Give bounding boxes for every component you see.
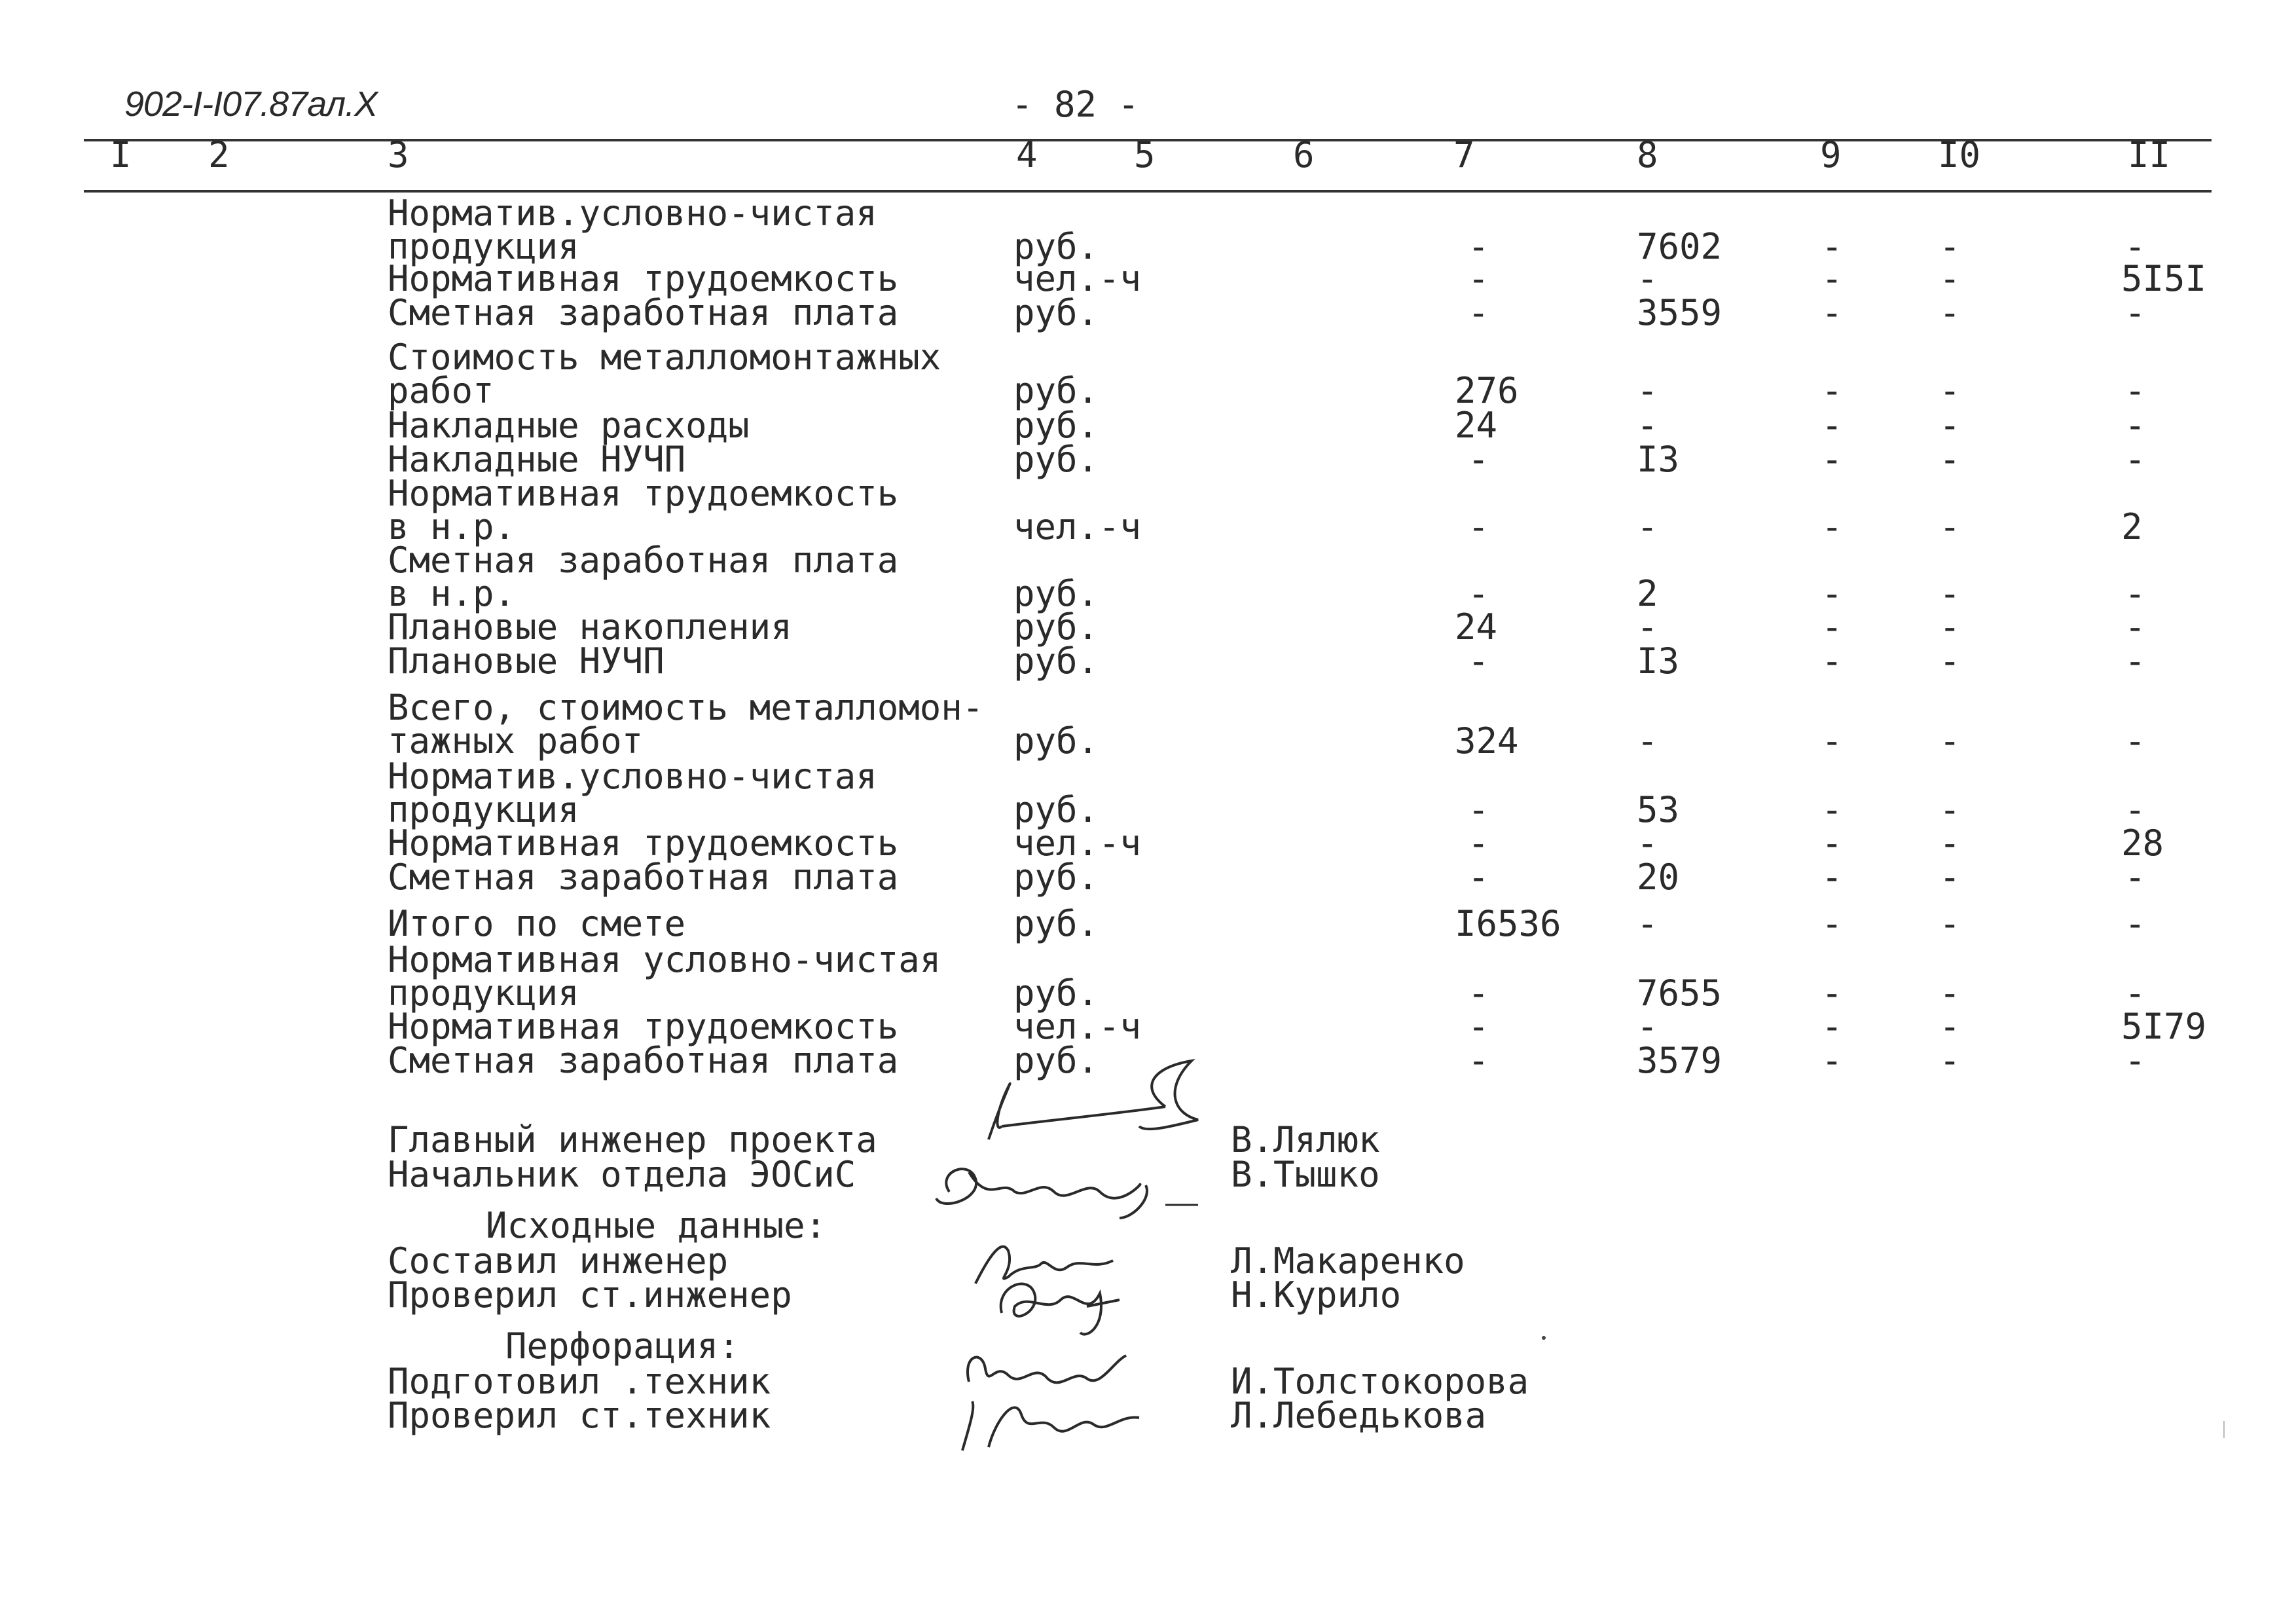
- row-label: в н.р.: [388, 506, 516, 547]
- row-col10: -: [1939, 292, 1961, 333]
- signature-name: В.Тышко: [1231, 1154, 1380, 1195]
- row-label: Сметная заработная плата: [388, 540, 899, 581]
- row-unit: руб.: [1013, 370, 1099, 411]
- row-col11: -: [2124, 789, 2146, 830]
- row-label: Сметная заработная плата: [388, 857, 899, 898]
- row-col7: 276: [1455, 370, 1519, 411]
- row-col9: -: [1821, 903, 1843, 944]
- row-unit: руб.: [1013, 606, 1099, 648]
- row-col7: -: [1468, 258, 1489, 299]
- row-col11: -: [2124, 972, 2146, 1014]
- row-label: Накладные расходы: [388, 405, 750, 446]
- column-number: 6: [1293, 134, 1315, 175]
- row-col8: -: [1637, 506, 1658, 547]
- signature-tyshko: [930, 1153, 1205, 1225]
- row-col9: -: [1821, 370, 1843, 411]
- row-col7: -: [1468, 1040, 1489, 1081]
- row-col10: -: [1939, 1040, 1961, 1081]
- row-col9: -: [1821, 405, 1843, 446]
- row-unit: чел.-ч: [1013, 822, 1142, 864]
- row-col10: -: [1939, 573, 1961, 614]
- row-col7: -: [1468, 857, 1489, 898]
- column-number: 4: [1016, 134, 1038, 175]
- row-col9: -: [1821, 1040, 1843, 1081]
- row-label: Нормативная условно-чистая: [388, 939, 941, 980]
- row-col7: 24: [1455, 606, 1498, 648]
- row-col8: 2: [1637, 573, 1658, 614]
- row-col11: -: [2124, 720, 2146, 762]
- signature-name: Л.Лебедькова: [1231, 1395, 1487, 1436]
- row-col9: -: [1821, 573, 1843, 614]
- row-col10: -: [1939, 903, 1961, 944]
- stray-mark: [1542, 1336, 1546, 1340]
- row-label: Итого по смете: [388, 903, 686, 944]
- edge-mark: [2223, 1421, 2225, 1438]
- row-col8: 3559: [1637, 292, 1722, 333]
- row-col7: -: [1468, 640, 1489, 682]
- row-col7: 24: [1455, 405, 1498, 446]
- row-col10: -: [1939, 439, 1961, 480]
- row-col11: -: [2124, 1040, 2146, 1081]
- signature-role: Проверил ст.инженер: [388, 1274, 792, 1316]
- row-col7: -: [1468, 573, 1489, 614]
- row-label: Нормативная трудоемкость: [388, 822, 899, 864]
- column-number: 7: [1453, 134, 1475, 175]
- row-unit: руб.: [1013, 292, 1099, 333]
- column-number: 5: [1134, 134, 1156, 175]
- row-unit: руб.: [1013, 640, 1099, 682]
- row-label: Плановые накопления: [388, 606, 792, 648]
- row-col8: 7602: [1637, 226, 1722, 267]
- row-col11: 5I5I: [2121, 258, 2207, 299]
- row-label: Норматив.условно-чистая: [388, 193, 877, 234]
- row-col10: -: [1939, 857, 1961, 898]
- row-col9: -: [1821, 720, 1843, 762]
- row-col10: -: [1939, 720, 1961, 762]
- row-col9: -: [1821, 226, 1843, 267]
- row-col7: -: [1468, 789, 1489, 830]
- row-col9: -: [1821, 292, 1843, 333]
- row-col10: -: [1939, 370, 1961, 411]
- row-col11: -: [2124, 573, 2146, 614]
- row-col9: -: [1821, 972, 1843, 1014]
- row-unit: руб.: [1013, 720, 1099, 762]
- row-col9: -: [1821, 1006, 1843, 1047]
- row-col11: -: [2124, 226, 2146, 267]
- row-col11: -: [2124, 370, 2146, 411]
- row-col9: -: [1821, 640, 1843, 682]
- row-col8: -: [1637, 606, 1658, 648]
- row-col10: -: [1939, 822, 1961, 864]
- row-col9: -: [1821, 439, 1843, 480]
- row-col11: -: [2124, 439, 2146, 480]
- row-unit: руб.: [1013, 439, 1099, 480]
- signature-lebedkova: [943, 1388, 1152, 1454]
- row-unit: руб.: [1013, 972, 1099, 1014]
- row-unit: руб.: [1013, 903, 1099, 944]
- row-col8: -: [1637, 720, 1658, 762]
- row-col11: -: [2124, 857, 2146, 898]
- row-col7: -: [1468, 292, 1489, 333]
- signature-role: Составил инженер: [388, 1240, 729, 1282]
- row-label: продукция: [388, 972, 579, 1014]
- row-col9: -: [1821, 822, 1843, 864]
- row-col10: -: [1939, 226, 1961, 267]
- row-col10: -: [1939, 405, 1961, 446]
- row-col7: -: [1468, 1006, 1489, 1047]
- row-col11: -: [2124, 640, 2146, 682]
- row-col10: -: [1939, 258, 1961, 299]
- row-unit: руб.: [1013, 226, 1099, 267]
- signature-role: Подготовил .техник: [388, 1361, 771, 1402]
- signature-role: Проверил ст.техник: [388, 1395, 771, 1436]
- row-col8: -: [1637, 822, 1658, 864]
- row-col11: 5I79: [2121, 1006, 2207, 1047]
- column-number: I0: [1938, 134, 1981, 175]
- row-col9: -: [1821, 606, 1843, 648]
- row-label: Плановые НУЧП: [388, 640, 665, 682]
- row-col8: 20: [1637, 857, 1680, 898]
- row-unit: чел.-ч: [1013, 258, 1142, 299]
- row-label: продукция: [388, 226, 579, 267]
- row-unit: руб.: [1013, 405, 1099, 446]
- row-label: продукция: [388, 789, 579, 830]
- row-label: Всего, стоимость металломон-: [388, 687, 984, 728]
- signature-lyalyuk: [975, 1061, 1211, 1153]
- row-col11: 28: [2121, 822, 2164, 864]
- row-col7: -: [1468, 822, 1489, 864]
- row-label: Накладные НУЧП: [388, 439, 686, 480]
- document-code: 902-I-I07.87ал.X: [124, 84, 378, 124]
- row-col11: -: [2124, 292, 2146, 333]
- row-label: Нормативная трудоемкость: [388, 473, 899, 514]
- signature-name: И.Толстокорова: [1231, 1361, 1529, 1402]
- column-number: 2: [208, 134, 230, 175]
- signature-name: В.Лялюк: [1231, 1119, 1380, 1160]
- row-col9: -: [1821, 258, 1843, 299]
- row-col8: -: [1637, 405, 1658, 446]
- signature-heading: Исходные данные:: [486, 1205, 827, 1246]
- row-col7: -: [1468, 506, 1489, 547]
- row-label: Сметная заработная плата: [388, 1040, 899, 1081]
- row-col8: 7655: [1637, 972, 1722, 1014]
- row-col10: -: [1939, 972, 1961, 1014]
- signature-name: Н.Курило: [1231, 1274, 1402, 1316]
- row-label: в н.р.: [388, 573, 516, 614]
- row-col8: -: [1637, 903, 1658, 944]
- column-number: 8: [1637, 134, 1658, 175]
- row-label: Нормативная трудоемкость: [388, 258, 899, 299]
- row-col7: -: [1468, 226, 1489, 267]
- row-label: Сметная заработная плата: [388, 292, 899, 333]
- row-col8: I3: [1637, 439, 1680, 480]
- signature-kurilo: [989, 1267, 1133, 1346]
- row-col11: -: [2124, 903, 2146, 944]
- column-number: II: [2128, 134, 2171, 175]
- row-col7: -: [1468, 972, 1489, 1014]
- signature-role: Главный инженер проекта: [388, 1119, 877, 1160]
- column-number: 9: [1820, 134, 1842, 175]
- row-col7: -: [1468, 439, 1489, 480]
- row-col8: 53: [1637, 789, 1680, 830]
- row-col10: -: [1939, 506, 1961, 547]
- row-label: Норматив.условно-чистая: [388, 756, 877, 797]
- row-col7: 324: [1455, 720, 1519, 762]
- row-label: работ: [388, 370, 494, 411]
- row-col9: -: [1821, 789, 1843, 830]
- row-col8: I3: [1637, 640, 1680, 682]
- column-number: I: [110, 134, 132, 175]
- row-label: Нормативная трудоемкость: [388, 1006, 899, 1047]
- row-col11: 2: [2121, 506, 2143, 547]
- row-col10: -: [1939, 606, 1961, 648]
- row-unit: руб.: [1013, 789, 1099, 830]
- row-col8: -: [1637, 1006, 1658, 1047]
- row-unit: руб.: [1013, 857, 1099, 898]
- signature-role: Начальник отдела ЭОСиС: [388, 1154, 856, 1195]
- row-col7: I6536: [1455, 903, 1561, 944]
- row-col9: -: [1821, 506, 1843, 547]
- row-col10: -: [1939, 789, 1961, 830]
- signature-heading: Перфорация:: [505, 1325, 740, 1367]
- row-unit: руб.: [1013, 573, 1099, 614]
- row-unit: чел.-ч: [1013, 506, 1142, 547]
- row-col11: -: [2124, 606, 2146, 648]
- row-unit: чел.-ч: [1013, 1006, 1142, 1047]
- column-number: 3: [388, 134, 409, 175]
- row-col10: -: [1939, 1006, 1961, 1047]
- row-col8: -: [1637, 370, 1658, 411]
- row-label: тажных работ: [388, 720, 644, 762]
- row-col11: -: [2124, 405, 2146, 446]
- page-number: - 82 -: [1011, 84, 1140, 125]
- row-unit: руб.: [1013, 1040, 1099, 1081]
- row-col10: -: [1939, 640, 1961, 682]
- row-label: Стоимость металломонтажных: [388, 337, 941, 378]
- row-col8: 3579: [1637, 1040, 1722, 1081]
- row-col8: -: [1637, 258, 1658, 299]
- row-col9: -: [1821, 857, 1843, 898]
- signature-name: Л.Макаренко: [1231, 1240, 1465, 1282]
